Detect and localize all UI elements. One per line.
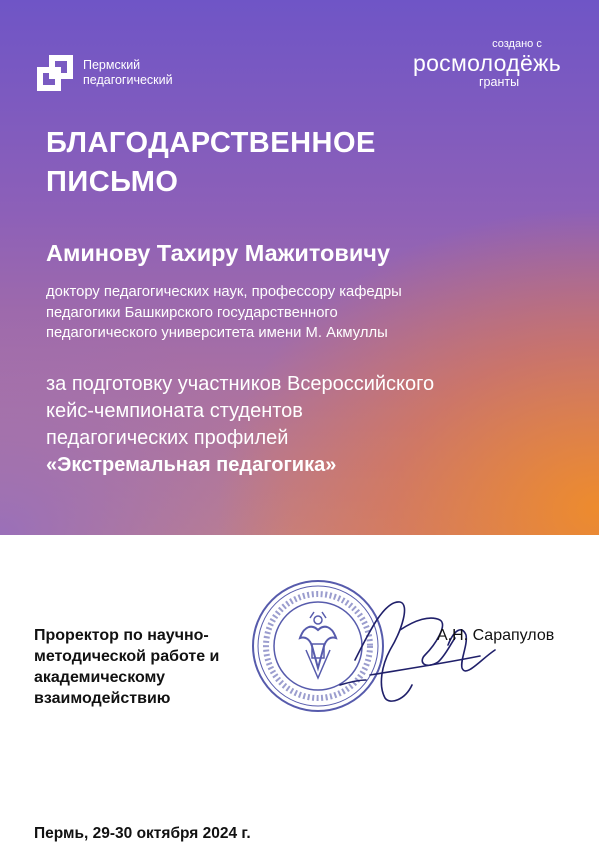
signer-title-line-2: методической работе и [34,648,220,665]
position-line-3: педагогического университета имени М. Акмуллы [46,325,388,341]
position-line-2: педагогики Башкирского государственного [46,304,338,321]
handwritten-signature-icon [330,590,515,710]
place-and-date: Пермь, 29-30 октября 2024 г. [34,825,251,842]
rosmolodezh-logo [397,38,577,89]
reason-line-1: за подготовку участников Всероссийского [46,373,435,395]
university-logo-text [83,58,173,88]
signer-title-line-3: академическому [34,669,166,686]
recipient-name: Аминову Тахиру Мажитовичу [46,240,391,266]
pedagogical-logo-icon [37,55,73,91]
signer-title-line-4: взаимодействию [34,690,171,707]
logo-line-2: педагогический [83,73,173,87]
signer-name: А.Н. Сарапулов [437,627,555,644]
position-line-1: доктору педагогических наук, профессору кафедры [46,284,402,300]
recipient-position [46,282,546,344]
event-name: «Экстремальная педагогика» [46,454,337,476]
title-line-1: БЛАГОДАРСТВЕННОЕ [46,127,376,159]
university-logo [37,55,173,91]
letter-title [46,124,376,202]
rosmolodezh-brand: росмолодёжь [412,50,562,76]
rosmolodezh-caption: создано с [492,38,542,50]
reason-line-3: педагогических профилей [46,427,289,449]
gratitude-reason [46,371,586,479]
rosmolodezh-grants: гранты [479,75,520,89]
signer-title [34,625,254,709]
reason-line-2: кейс-чемпионата студентов [46,400,303,422]
signer-title-line-1: Проректор по научно- [34,627,209,644]
title-line-2: ПИСЬМО [46,166,179,198]
logo-line-1: Пермский [83,58,141,72]
